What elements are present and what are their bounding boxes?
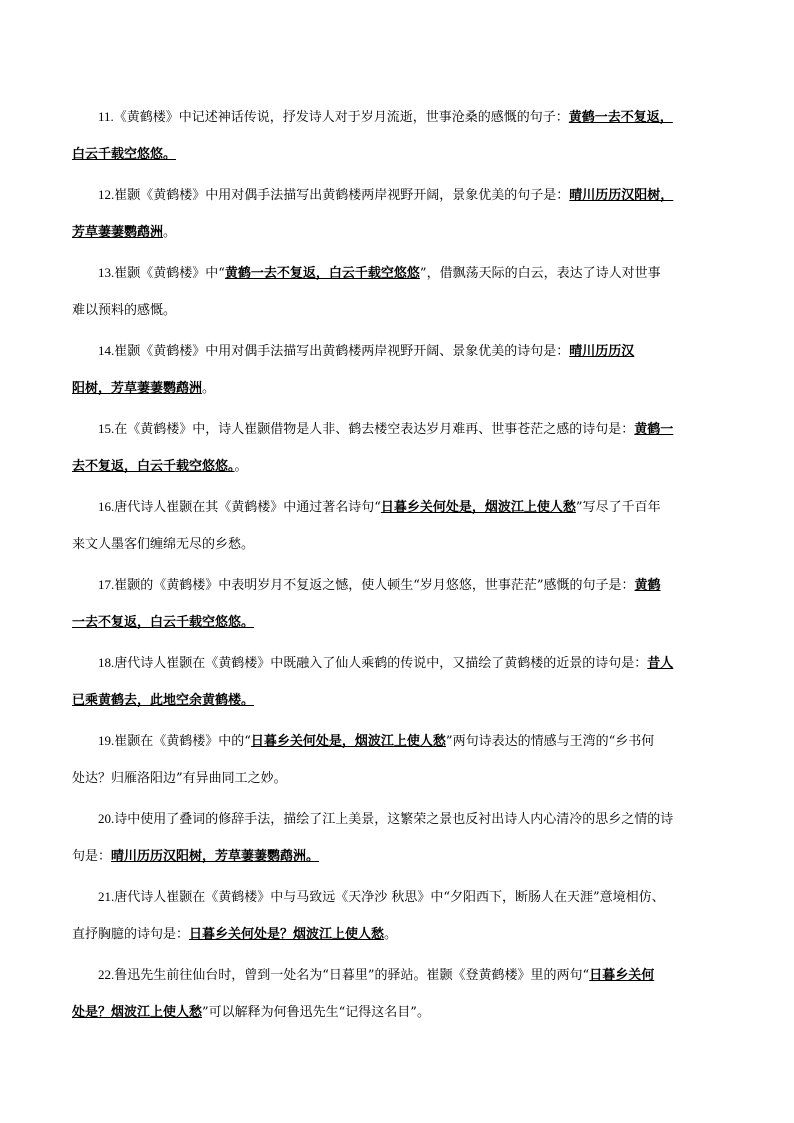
question-text: ”两句诗表达的情感与王湾的“乡书何 [445,734,655,749]
question-text: 句是： [72,849,112,864]
list-item [72,878,738,953]
question-text: 来文人墨客们缠绵无尽的乡愁。 [72,537,255,552]
list-item [72,410,738,485]
answer-text: 晴川历历汉 [569,344,635,359]
answer-text: 晴川历历汉阳树， [569,188,674,203]
item-number: 19. [98,733,115,748]
item-number: 18. [98,655,115,670]
list-item [72,176,738,251]
question-text: 崔颢《黄鹤楼》中“ [114,266,225,281]
item-number: 20. [98,811,115,826]
question-text: 难以预料的感慨。 [72,303,177,318]
answer-text: 黄鹤一去不复返，白云千载空悠悠 [224,266,420,281]
list-item [72,722,738,797]
document-page [72,98,738,1034]
answer-text: 处是？烟波江上使人愁 [72,1005,203,1020]
answer-text: 日暮乡关何 [589,968,655,983]
answer-text: 去不复返，白云千载空悠悠。 [72,459,235,474]
list-item [72,800,738,875]
question-text: 崔颢《黄鹤楼》中用对偶手法描写出黄鹤楼两岸视野开阔、景象优美的诗句是： [114,344,570,359]
item-number: 13. [98,265,115,280]
answer-text: 芳草萋萋鹦鹉洲 [72,225,164,240]
answer-text: 日暮乡关何处是，烟波江上使人愁 [380,500,576,515]
item-number: 15. [98,421,115,436]
list-item [72,566,738,641]
item-number: 17. [98,577,115,592]
answer-text: 一去不复返，白云千载空悠悠。 [72,615,255,630]
answer-text: 阳树，芳草萋萋鹦鹉洲 [72,381,203,396]
answer-text: 日暮乡关何处是，烟波江上使人愁 [250,734,446,749]
answer-text: 黄鹤一 [634,422,674,437]
answer-text: 白云千载空悠悠。 [72,147,177,162]
question-text: 鲁迅先生前往仙台时，曾到一处名为“日暮里”的驿站。崔颢《登黄鹤楼》里的两句“ [114,968,590,983]
question-text: 崔颢的《黄鹤楼》中表明岁月不复返之憾，使人顿生“岁月悠悠，世事茫茫”感慨的句子是： [114,578,635,593]
list-item [72,488,738,563]
list-item [72,98,738,173]
item-number: 21. [98,889,115,904]
answer-text: 黄鹤 [634,578,661,593]
question-text: 诗中使用了叠词的修辞手法，描绘了江上美景，这繁荣之景也反衬出诗人内心清冷的思乡之情的诗 [114,812,674,827]
answer-text: 黄鹤一去不复返， [568,110,673,125]
question-text: 处达？归雁洛阳边”有异曲同工之妙。 [72,771,287,786]
item-number: 14. [98,343,115,358]
answer-text: 晴川历历汉阳树，芳草萋萋鹦鹉洲。 [111,849,320,864]
item-number: 12. [98,187,115,202]
question-text: 。 [384,927,398,942]
list-item [72,332,738,407]
question-text: 。 [202,381,216,396]
question-text: 直抒胸臆的诗句是： [72,927,190,942]
item-number: 22. [98,967,115,982]
question-text: 唐代诗人崔颢在其《黄鹤楼》中通过著名诗句“ [114,500,381,515]
question-text: 崔颢《黄鹤楼》中用对偶手法描写出黄鹤楼两岸视野开阔，景象优美的句子是： [114,188,570,203]
question-text: 《黄鹤楼》中记述神话传说，抒发诗人对于岁月流逝，世事沧桑的感慨的句子： [113,110,569,125]
question-text: 唐代诗人崔颢在《黄鹤楼》中既融入了仙人乘鹤的传说中，又描绘了黄鹤楼的近景的诗句是： [114,656,648,671]
answer-text: 已乘黄鹤去，此地空余黄鹤楼。 [72,693,255,708]
question-text: ”，借飘荡天际的白云，表达了诗人对世事 [419,266,661,281]
answer-text: 日暮乡关何处是？烟波江上使人愁 [189,927,385,942]
question-text: 。 [163,225,177,240]
item-number: 11. [98,109,114,124]
question-text: 崔颢在《黄鹤楼》中的“ [114,734,251,749]
list-item [72,644,738,719]
question-text: ”写尽了千百年 [575,500,661,515]
question-text: ”可以解释为何鲁迅先生“记得这名目”。 [202,1005,430,1020]
answer-text: 昔人 [647,656,674,671]
question-text: 。 [234,459,248,474]
question-text: 唐代诗人崔颢在《黄鹤楼》中与马致远《天净沙 秋思》中“夕阳西下，断肠人在天涯”意境相仿、 [114,890,665,905]
item-number: 16. [98,499,115,514]
list-item [72,254,738,329]
list-item [72,956,738,1031]
question-text: 在《黄鹤楼》中，诗人崔颢借物是人非、鹤去楼空表达岁月难再、世事苍茫之感的诗句是： [114,422,635,437]
